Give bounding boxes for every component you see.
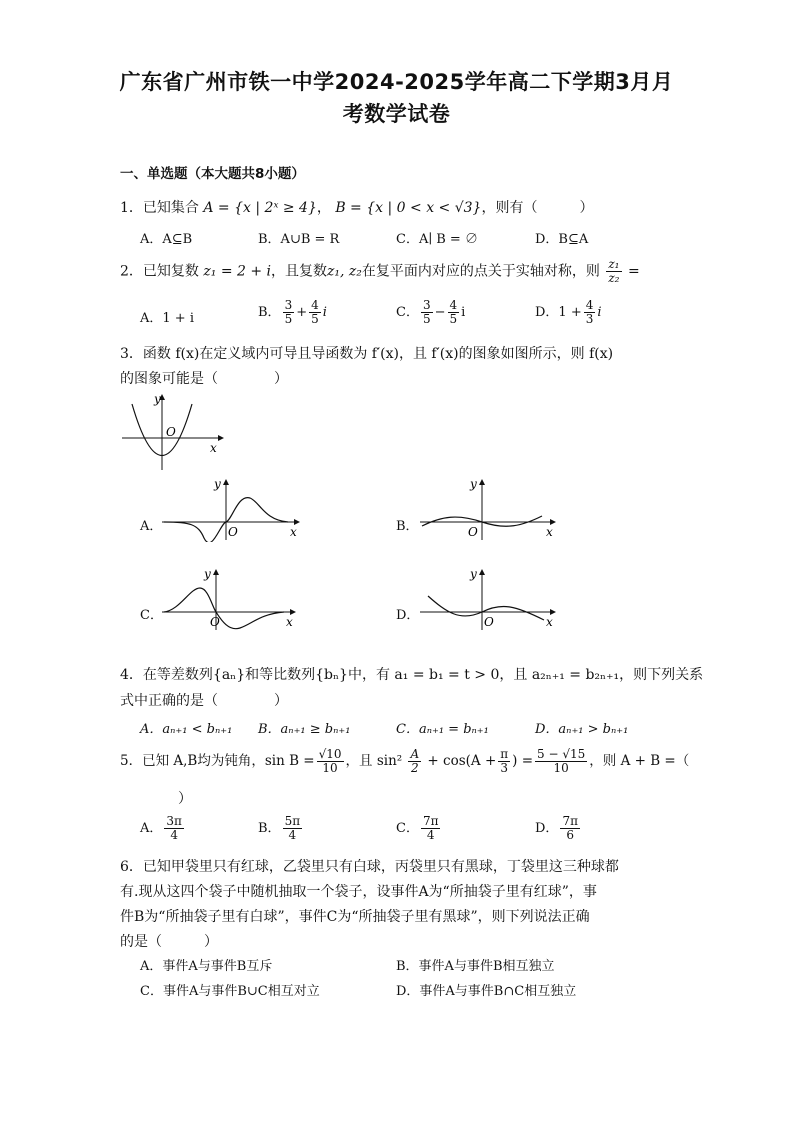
q3-a-y: y (214, 477, 221, 491)
q1-option-a[interactable]: A．A⊆B (140, 232, 193, 247)
q4-option-c[interactable]: C．aₙ₊₁ = bₙ₊₁ (396, 722, 489, 737)
q3-b-origin: O (468, 525, 478, 539)
q6-option-c[interactable]: C．事件A与事件B∪C相互对立 (140, 984, 320, 999)
q2-text: 2．已知复数 (120, 263, 199, 280)
q1-text: 1．已知集合 (120, 200, 199, 216)
q2-option-c[interactable]: C． $\frac{3}{5}$ − $\frac{4}{5}$ i (396, 298, 466, 326)
q3-d-origin: O (484, 615, 494, 629)
q3-option-c-graph[interactable] (160, 566, 310, 632)
question-6-line2: 有.现从这四个袋子中随机抽取一个袋子，设事件A为“所抽袋子里有红球”，事 (120, 884, 597, 900)
q5-option-c[interactable]: C． $\frac{7\pi}{4}$ (396, 814, 439, 842)
q4-option-a[interactable]: A．aₙ₊₁ < bₙ₊₁ (140, 722, 233, 737)
question-6-line3: 件B为“所抽袋子里有白球”，事件C为“所抽袋子里有黑球”，则下列说法正确 (120, 909, 590, 925)
question-5-line2: ） (178, 791, 192, 807)
q3-b-y: y (470, 477, 477, 491)
question-6-line1: 6．已知甲袋里只有红球，乙袋里只有白球，丙袋里只有黑球，丁袋里这三种球都 (120, 859, 619, 875)
derivative-x-label: x (210, 441, 217, 455)
q1-option-c[interactable]: C．A∣ B = ∅ (396, 232, 478, 247)
derivative-y-label: y (154, 392, 161, 406)
q1-text-end: ，则有（ ） (481, 200, 594, 216)
q1-sep: ， (316, 200, 331, 216)
q3-option-d-graph[interactable] (418, 566, 568, 632)
q1-option-b[interactable]: B．A∪B = R (258, 232, 340, 247)
q1-set-b: B = {x | 0 < x < √3} (335, 200, 482, 216)
derivative-origin-label: O (166, 425, 176, 439)
q3-c-y: y (204, 567, 211, 581)
q2-option-b[interactable]: B． $\frac{3}{5}$ + $\frac{4}{5}$ i (258, 298, 327, 326)
q3-option-d-label[interactable]: D． (396, 608, 420, 623)
q2-option-d[interactable]: D．1 + $\frac{4}{3}$ i (535, 298, 602, 326)
q5-option-d[interactable]: D． $\frac{7\pi}{6}$ (535, 814, 578, 842)
derivative-graph (118, 392, 228, 472)
q6-option-d[interactable]: D．事件A与事件B∩C相互独立 (396, 984, 577, 999)
q3-option-c-label[interactable]: C． (140, 608, 163, 623)
q2-z1z2: z₁, z₂ (327, 263, 362, 280)
question-4-line1: 4．在等差数列{aₙ}和等比数列{bₙ}中，有 a₁ = b₁ = t > 0，且 a₂ₙ₊₁ = b₂ₙ₊₁，则下列关系 (120, 667, 704, 683)
question-3-line1: 3．函数 f(x)在定义域内可导且导函数为 f′(x)，且 f′(x)的图象如图所示，则 f(x) (120, 346, 614, 362)
q3-a-x: x (290, 525, 297, 539)
q2-eq: = (623, 263, 640, 280)
q3-d-x: x (546, 615, 553, 629)
q3-option-b-label[interactable]: B． (396, 519, 419, 534)
q6-option-b[interactable]: B．事件A与事件B相互独立 (396, 959, 555, 974)
question-3-line2: 的图象可能是（ ） (120, 371, 288, 387)
q4-option-d[interactable]: D．aₙ₊₁ > bₙ₊₁ (535, 722, 629, 737)
q5-option-a[interactable]: A． $\frac{3\pi}{4}$ (140, 814, 182, 842)
question-1 (120, 197, 593, 217)
q6-option-a[interactable]: A．事件A与事件B互斥 (140, 959, 273, 974)
q1-option-d[interactable]: D．B⊆A (535, 232, 589, 247)
q2-fraction: $\frac{\text{z₁}}{\text{z₂}}$ (608, 257, 620, 285)
q2-text-b: ，且复数 (271, 263, 328, 280)
q2-z1: z₁ = 2 + i (203, 263, 272, 280)
q1-set-a: A = {x | 2ˣ ≥ 4} (203, 200, 317, 216)
q3-c-x: x (286, 615, 293, 629)
page-title-line2: 考数学试卷 (342, 102, 451, 126)
question-4-line2: 式中正确的是（ ） (120, 693, 288, 709)
q2-option-a[interactable]: A．1 + i (140, 311, 194, 326)
section-heading: 一、单选题（本大题共8小题） (120, 166, 305, 182)
q4-option-b[interactable]: B．aₙ₊₁ ≥ bₙ₊₁ (258, 722, 351, 737)
page-title-line1: 广东省广州市铁一中学2024-2025学年高二下学期3月月 (119, 70, 674, 94)
q3-d-y: y (470, 567, 477, 581)
q3-option-a-graph[interactable] (160, 476, 310, 542)
question-2 (120, 258, 640, 285)
q3-b-x: x (546, 525, 553, 539)
q2-text-c: 在复平面内对应的点关于实轴对称，则 (361, 263, 600, 280)
question-5: 5．已知 A,B均为钝角，sin B = $\frac{√10}{10}$ ，且 sin² $\frac{A}{2}$ + cos(A + $\frac{\pi}{3}$ ) = $\frac{5 - √15}{10}$ ，则 A + B =（ (120, 747, 690, 775)
q3-option-b-graph[interactable] (418, 476, 568, 542)
question-6-line4: 的是（ ） (120, 934, 218, 950)
q3-option-a-label[interactable]: A． (140, 519, 163, 534)
q3-a-origin: O (228, 525, 238, 539)
q5-option-b[interactable]: B． $\frac{5\pi}{4}$ (258, 814, 301, 842)
q3-c-origin: O (210, 615, 220, 629)
